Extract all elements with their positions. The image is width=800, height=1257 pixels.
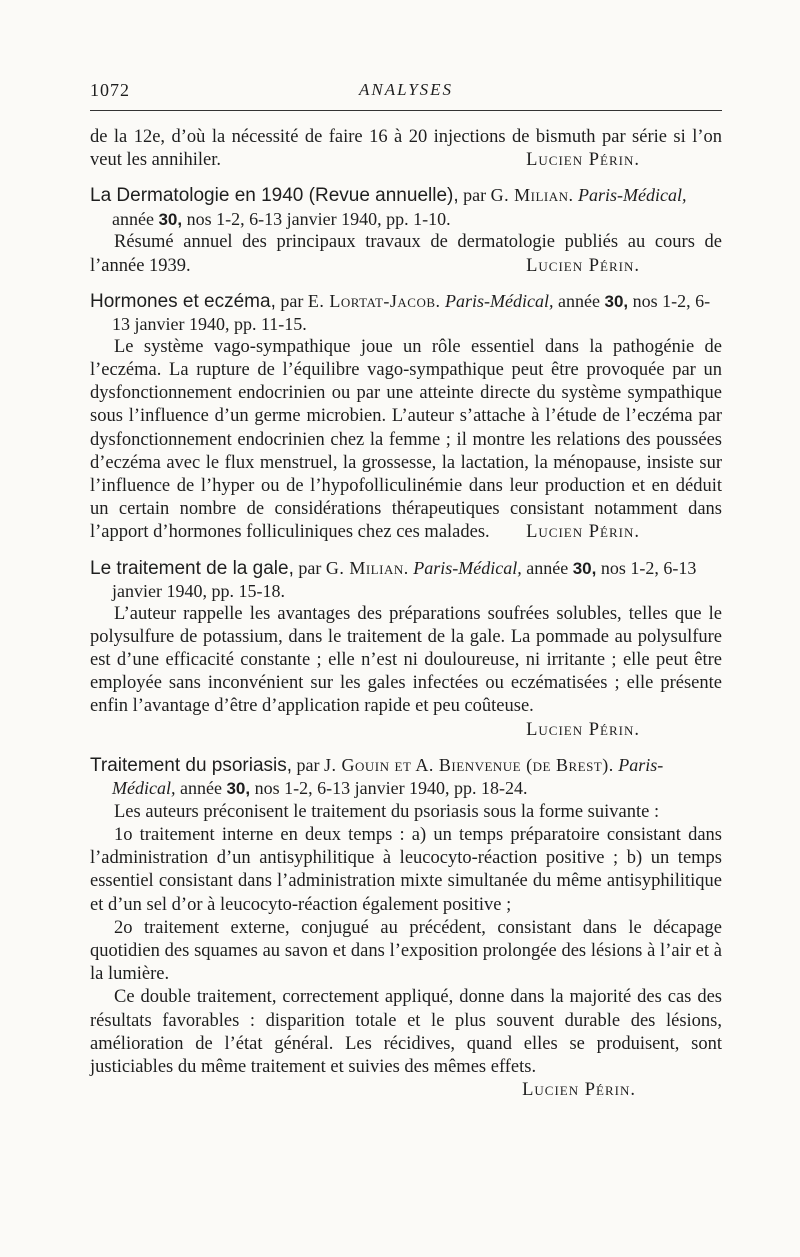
article-volume: 30, (226, 779, 251, 799)
article-authors: E. Lortat-Jacob. (307, 290, 441, 311)
article-title: Le traitement de la gale, (90, 557, 294, 579)
article-by: par (280, 290, 304, 311)
article-heading-1 (90, 184, 722, 231)
article-details-pre: année (558, 290, 600, 311)
article-by: par (298, 557, 322, 578)
article-title: Hormones et eczéma, (90, 290, 276, 312)
intro-paragraph (90, 126, 722, 172)
article-details-pre: année (526, 557, 569, 578)
page-header (90, 78, 722, 108)
article-journal: Paris-Médical, (578, 185, 687, 206)
article-title: La Dermatologie en 1940 (Revue annuelle), (90, 185, 459, 207)
article-title: Traitement du psoriasis, (90, 754, 293, 776)
article-details-post: nos 1-2, 6-13 janvier 1940, pp. 11-15. (112, 290, 711, 335)
page-content (90, 78, 722, 1101)
article-heading-4 (90, 754, 722, 801)
article-text: Résumé annuel des principaux travaux de dermatologie publiés au cours de l’année 1939. (90, 232, 722, 276)
article-authors: J. Gouin et A. Bienvenue (de Brest). (324, 754, 614, 775)
article-paragraph (90, 231, 722, 277)
article-volume: 30, (158, 209, 183, 229)
article-signature: Lucien Périn. (526, 719, 640, 740)
article-journal: Paris-Médical, (413, 557, 522, 578)
article-text: Ce double traitement, correctement appliqué, donne dans la majorité des cas des résultats favorables : disparition totale et le plus souvent durable des lésions, amélioration de l’état général. Les récidives, quand elles se produisent, sont justiciables du même traitement et suivies des mêmes effets. (90, 987, 722, 1078)
article-paragraph (90, 986, 722, 1102)
article-heading-2 (90, 290, 722, 336)
intro-signature: Lucien Périn. (526, 150, 640, 171)
article-journal: Paris-Médical, (112, 754, 664, 799)
article-details-pre: année (112, 208, 154, 229)
running-head: ANALYSES (358, 80, 454, 99)
article-details-post: nos 1-2, 6-13 janvier 1940, pp. 1-10. (186, 208, 451, 229)
article-paragraph: 1o traitement interne en deux temps : a) un temps préparatoire consistant dans l’administration d’un antisyphilitique à leucocyto-réaction positive ; b) un temps essentiel consistant dans l’administration mixte simultanée du même antisyphilitique et d’un sel d’or à leucocyto-réaction également positive ; (90, 825, 722, 915)
article-authors: G. Milian. (325, 557, 409, 578)
page-number: 1072 (90, 80, 130, 100)
article-signature: Lucien Périn. (526, 522, 640, 543)
article-volume: 30, (604, 291, 629, 311)
article-signature: Lucien Périn. (526, 255, 640, 276)
header-rule (90, 110, 722, 111)
article-paragraph: Les auteurs préconisent le traitement du psoriasis sous la forme suivante : (114, 801, 660, 822)
article-paragraph (90, 336, 722, 545)
article-by: par (463, 185, 487, 206)
article-volume: 30, (572, 558, 597, 578)
intro-text: de la 12e, d’où la nécessité de faire 16 à 20 injections de bismuth par série si l’on veut les annihiler. (90, 127, 722, 171)
article-heading-3 (90, 557, 722, 603)
article-details-pre: année (179, 778, 222, 799)
article-signature: Lucien Périn. (522, 1080, 636, 1101)
article-text: L’auteur rappelle les avantages des préparations soufrées solubles, telles que le polysulfure de potassium, dans le traitement de la gale. La pommade au polysulfure est d’une efficacité constante ; elle n’est ni douloureuse, ni irritante ; elle peut être employée sans inconvénient sur les gales infectées ou eczématisées ; elle présente enfin l’avantage d’être d’application rapide et peu coûteuse. (90, 603, 722, 717)
article-details-post: nos 1-2, 6-13 janvier 1940, pp. 15-18. (112, 557, 697, 602)
article-details-post: nos 1-2, 6-13 janvier 1940, pp. 18-24. (254, 778, 528, 799)
article-journal: Paris-Médical, (445, 290, 554, 311)
article-by: par (296, 754, 320, 775)
article-text: Le système vago-sympathique joue un rôle essentiel dans la pathogénie de l’eczéma. La rupture de l’équilibre vago-sympathique peut être provoquée par un dysfonctionnement endocrinien ou par une atteinte directe du système sympathique sous l’influence d’un germe microbien. L’auteur s’attache à l’étude de l’eczéma par dysfonctionnement endocrinien chez la femme ; il montre les relations des poussées d’eczéma avec le flux menstruel, la grossesse, la lactation, la ménopause, insiste sur l’influence de l’hyper ou de l’hypofolliculinémie dans leur production et en déduit un certain nombre de considérations thérapeutiques consistant notamment dans l’apport d’hormones folliculiniques chez ces malades. (90, 336, 722, 543)
article-paragraph: 2o traitement externe, conjugué au précédent, consistant dans le décapage quotidien des squames au savon et dans l’exposition prolongée des lésions à l’air et à la lumière. (90, 917, 722, 985)
article-authors: G. Milian. (490, 185, 574, 206)
article-body (90, 126, 722, 1103)
article-paragraph (90, 603, 722, 742)
